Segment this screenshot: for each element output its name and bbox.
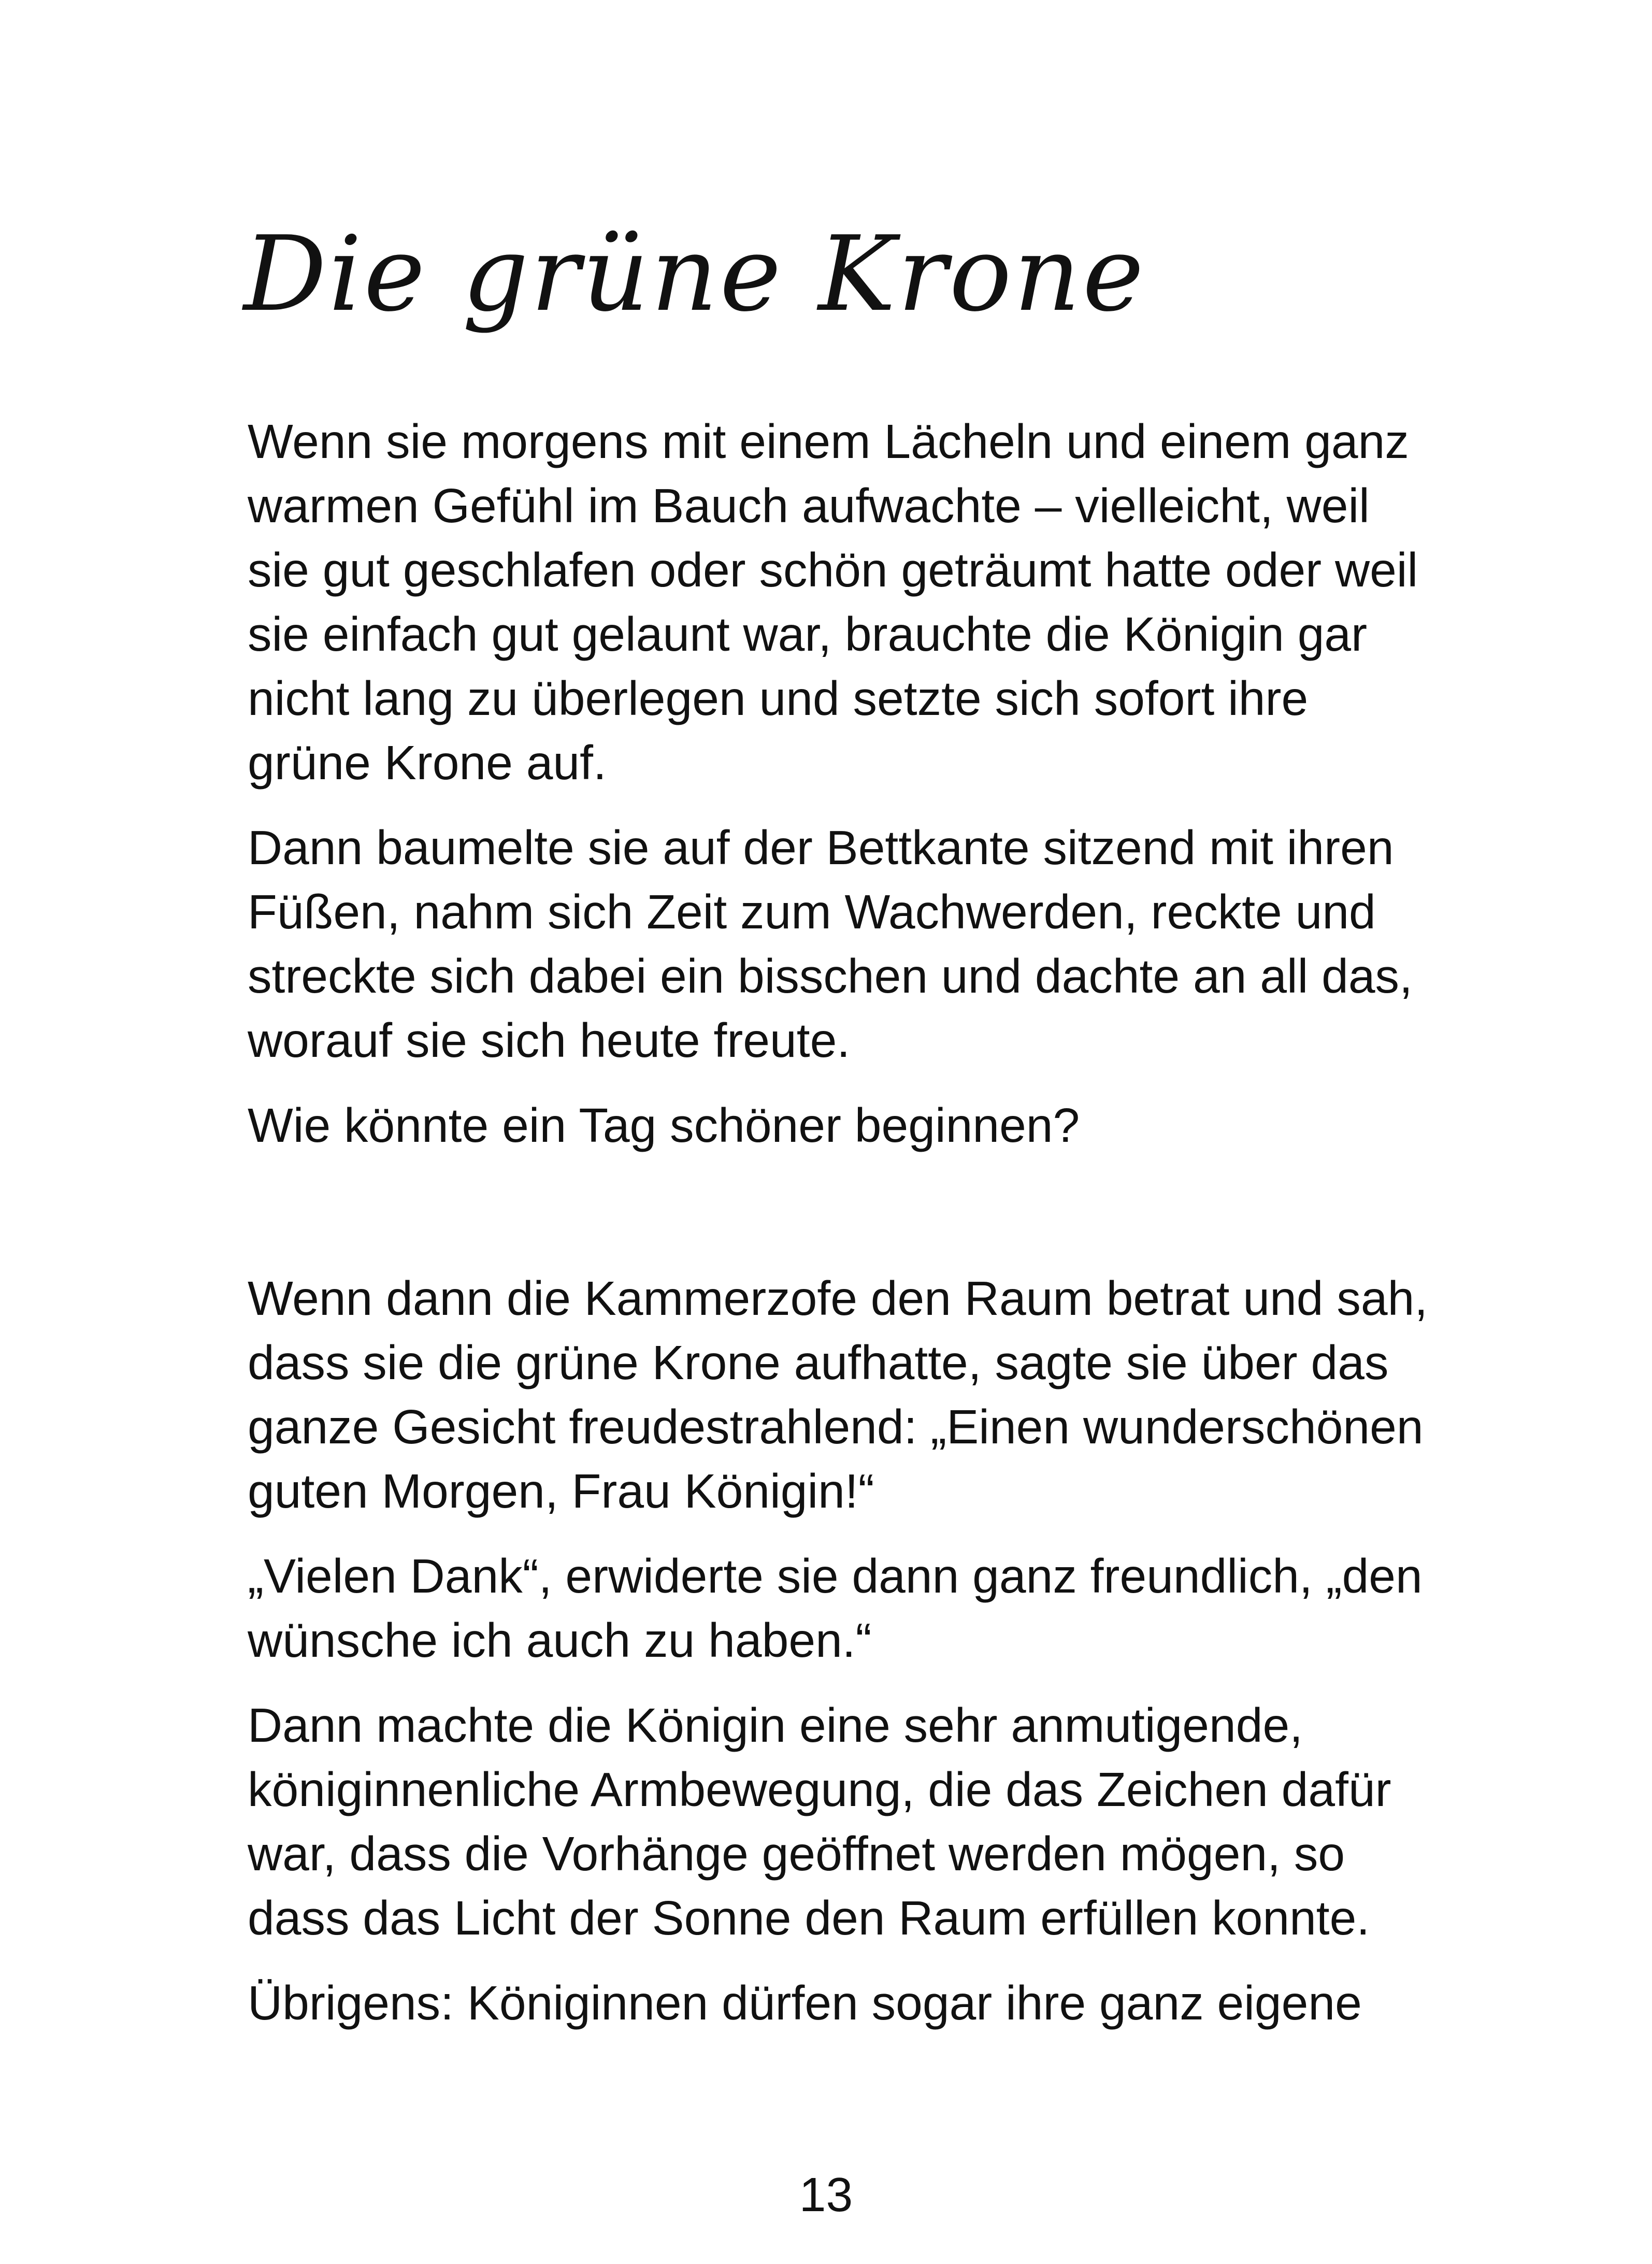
paragraph: Übrigens: Königinnen dürfen sogar ihre ganz eigene	[248, 1976, 1362, 2030]
paragraph: „Vielen Dank“, erwiderte sie dann ganz freundlich, „den wünsche ich auch zu haben.“	[248, 1549, 1423, 1667]
paragraph: Dann baumelte sie auf der Bettkante sitzend mit ihren Füßen, nahm sich Zeit zum Wachwerden, reckte und streckte sich dabei ein bisschen und dachte an all das, worauf sie sich heute freute.	[248, 821, 1413, 1067]
paragraph: Wenn sie morgens mit einem Lächeln und einem ganz warmen Gefühl im Bauch aufwachte – vielleicht, weil sie gut geschlafen oder schön geträumt hatte oder weil sie einfach gut gelaunt war, brauchte die Königin gar nicht lang zu überlegen und setzte sich sofort ihre grüne Krone auf.	[248, 414, 1418, 790]
paragraph: Wenn dann die Kammerzofe den Raum betrat und sah, dass sie die grüne Krone aufhatte, sagte sie über das ganze Gesicht freudestrahlend: „Einen wunderschönen guten Morgen, Frau Königin!“	[248, 1271, 1428, 1518]
chapter-title: Die grüne Krone	[243, 214, 1146, 335]
chapter-body	[248, 409, 1439, 2056]
paragraph: Wie könnte ein Tag schöner beginnen?	[248, 1098, 1080, 1152]
paragraph: Dann machte die Königin eine sehr anmutigende, königinnenliche Armbewegung, die das Zeichen dafür war, dass die Vorhänge geöffnet werden mögen, so dass das Licht der Sonne den Raum erfüllen konnte.	[248, 1698, 1391, 1945]
page-number: 13	[799, 2168, 853, 2222]
